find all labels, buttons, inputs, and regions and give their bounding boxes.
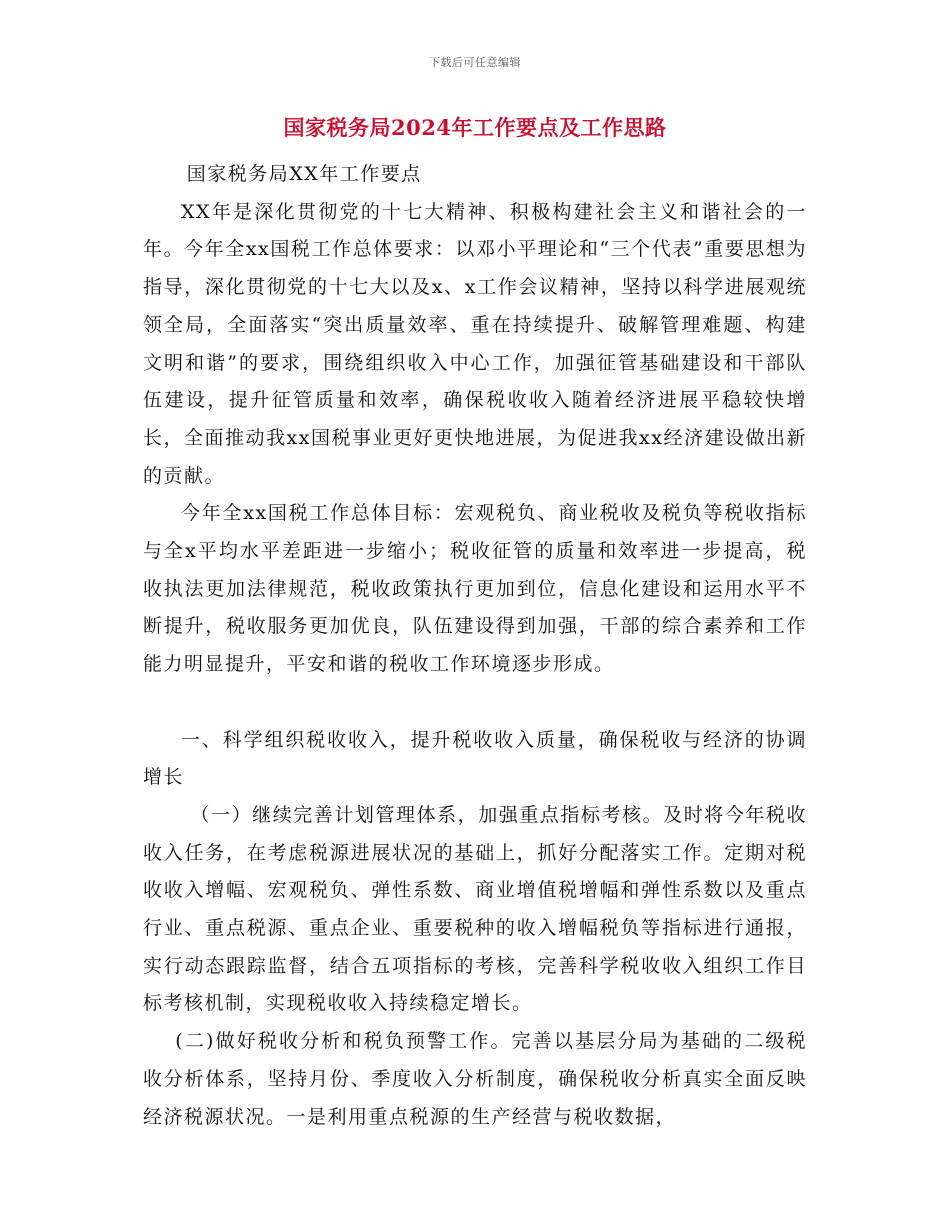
header-note: 下载后可任意编辑: [429, 56, 521, 69]
section-1-item-2: (二)做好税收分析和税负预警工作。完善以基层分局为基础的二级税收分析体系，坚持月份、季度收入分析制度，确保税收分析真实全面反映经济税源状况。一是利用重点税源的生产经营与税收数据，: [143, 1030, 807, 1128]
paragraph-general-requirements: XX年是深化贯彻党的十七大精神、积极构建社会主义和谐社会的一年。今年全xx国税工作总体要求：以邓小平理论和“三个代表”重要思想为指导，深化贯彻党的十七大以及x、x工作会议精神，坚持以科学进展观统领全局，全面落实“突出质量效率、重在持续提升、破解管理难题、构建文明和谐”的要求，围绕组织收入中心工作，加强征管基础建设和干部队伍建设，提升征管质量和效率，确保税收收入随着经济进展平稳较快增长，全面推动我xx国税事业更好更快地进展，为促进我xx经济建设做出新的贡献。: [143, 200, 807, 487]
document-subtitle: 国家税务局XX年工作要点: [186, 163, 422, 185]
document-title: 国家税务局2024年工作要点及工作思路: [283, 115, 667, 140]
section-1-item-1: （一）继续完善计划管理体系，加强重点指标考核。及时将今年税收收入任务，在考虑税源进展状况的基础上，抓好分配落实工作。定期对税收收入增幅、宏观税负、弹性系数、商业增值税增幅和弹性系数以及重点行业、重点税源、重点企业、重要税种的收入增幅税负等指标进行通报，实行动态跟踪监督，结合五项指标的考核，完善科学税收收入组织工作目标考核机制，实现税收收入持续稳定增长。: [143, 803, 807, 1015]
section-1-heading: 一、科学组织税收收入，提升税收收入质量，确保税收与经济的协调增长: [143, 728, 807, 789]
paragraph-general-goals: 今年全xx国税工作总体目标：宏观税负、商业税收及税负等税收指标与全x平均水平差距进一步缩小；税收征管的质量和效率进一步提高，税收执法更加法律规范，税收政策执行更加到位，信息化建设和运用水平不断提升，税收服务更加优良，队伍建设得到加强，干部的综合素养和工作能力明显提升，平安和谐的税收工作环境逐步形成。: [143, 502, 807, 676]
document-body: [143, 156, 807, 1136]
